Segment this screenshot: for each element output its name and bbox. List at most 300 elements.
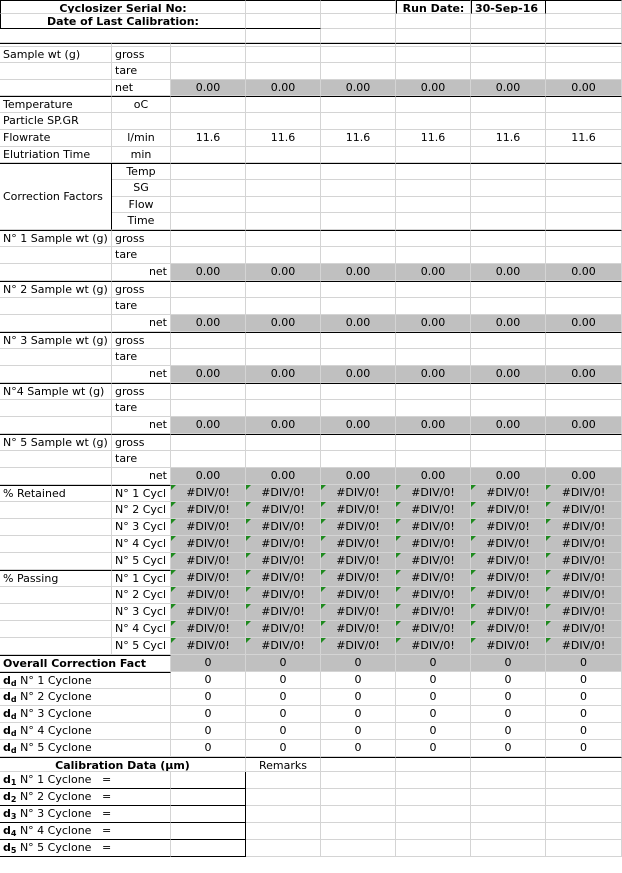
error-value[interactable]: #DIV/0!	[546, 536, 622, 553]
net-value[interactable]: 0.00	[171, 417, 246, 434]
gross-value[interactable]	[171, 332, 246, 349]
zero-value[interactable]: 0	[321, 740, 396, 757]
error-value[interactable]: #DIV/0!	[396, 502, 471, 519]
zero-value[interactable]: 0	[246, 706, 321, 723]
overall-cf-value[interactable]: 0	[246, 655, 321, 672]
calibration-value[interactable]	[171, 840, 246, 857]
value-cell[interactable]	[321, 451, 396, 468]
error-value[interactable]: #DIV/0!	[171, 502, 246, 519]
cell[interactable]	[546, 0, 622, 14]
value-cell[interactable]	[321, 113, 396, 130]
serial-value[interactable]	[246, 0, 321, 14]
value-cell[interactable]	[396, 349, 471, 366]
net-value[interactable]: 0.00	[246, 80, 321, 96]
flowrate-value[interactable]: 11.6	[246, 130, 321, 147]
error-value[interactable]: #DIV/0!	[396, 536, 471, 553]
gross-value[interactable]	[471, 434, 546, 451]
net-value[interactable]: 0.00	[546, 315, 622, 332]
value-cell[interactable]	[246, 247, 321, 264]
value-cell[interactable]	[396, 400, 471, 417]
cf-value[interactable]	[471, 163, 546, 180]
cell[interactable]	[546, 29, 622, 43]
net-value[interactable]: 0.00	[546, 417, 622, 434]
cf-value[interactable]	[546, 213, 622, 230]
error-value[interactable]: #DIV/0!	[321, 485, 396, 502]
remarks-cell[interactable]	[321, 823, 396, 840]
value-cell[interactable]	[321, 147, 396, 163]
cf-value[interactable]	[321, 213, 396, 230]
error-value[interactable]: #DIV/0!	[546, 638, 622, 655]
flowrate-value[interactable]: 11.6	[396, 130, 471, 147]
value-cell[interactable]	[396, 63, 471, 80]
value-cell[interactable]	[471, 113, 546, 130]
net-value[interactable]: 0.00	[471, 468, 546, 485]
zero-value[interactable]: 0	[246, 672, 321, 689]
gross-value[interactable]	[396, 281, 471, 298]
net-value[interactable]: 0.00	[396, 366, 471, 383]
value-cell[interactable]	[246, 298, 321, 315]
overall-cf-value[interactable]: 0	[471, 655, 546, 672]
net-value[interactable]: 0.00	[471, 315, 546, 332]
error-value[interactable]: #DIV/0!	[471, 536, 546, 553]
cf-value[interactable]	[471, 213, 546, 230]
cf-value[interactable]	[171, 163, 246, 180]
error-value[interactable]: #DIV/0!	[471, 519, 546, 536]
zero-value[interactable]: 0	[171, 740, 246, 757]
error-value[interactable]: #DIV/0!	[246, 587, 321, 604]
zero-value[interactable]: 0	[546, 723, 622, 740]
zero-value[interactable]: 0	[171, 689, 246, 706]
cell[interactable]	[321, 757, 396, 772]
error-value[interactable]: #DIV/0!	[471, 587, 546, 604]
zero-value[interactable]: 0	[396, 740, 471, 757]
value-cell[interactable]	[246, 451, 321, 468]
cell[interactable]	[321, 14, 396, 29]
cf-value[interactable]	[246, 163, 321, 180]
net-value[interactable]: 0.00	[396, 264, 471, 281]
error-value[interactable]: #DIV/0!	[546, 587, 622, 604]
flowrate-value[interactable]: 11.6	[471, 130, 546, 147]
value-cell[interactable]	[471, 147, 546, 163]
overall-cf-value[interactable]: 0	[171, 655, 246, 672]
error-value[interactable]: #DIV/0!	[321, 536, 396, 553]
cell[interactable]	[546, 14, 622, 29]
error-value[interactable]: #DIV/0!	[396, 553, 471, 570]
value-cell[interactable]	[471, 63, 546, 80]
net-value[interactable]: 0.00	[546, 80, 622, 96]
error-value[interactable]: #DIV/0!	[321, 638, 396, 655]
gross-value[interactable]	[471, 281, 546, 298]
gross-value[interactable]	[246, 230, 321, 247]
net-value[interactable]: 0.00	[246, 417, 321, 434]
remarks-cell[interactable]	[246, 806, 321, 823]
value-cell[interactable]	[396, 47, 471, 63]
value-cell[interactable]	[546, 63, 622, 80]
error-value[interactable]: #DIV/0!	[546, 604, 622, 621]
error-value[interactable]: #DIV/0!	[171, 638, 246, 655]
error-value[interactable]: #DIV/0!	[171, 519, 246, 536]
value-cell[interactable]	[396, 147, 471, 163]
value-cell[interactable]	[546, 47, 622, 63]
value-cell[interactable]	[546, 451, 622, 468]
value-cell[interactable]	[171, 451, 246, 468]
zero-value[interactable]: 0	[246, 740, 321, 757]
remarks-cell[interactable]	[321, 772, 396, 789]
cf-value[interactable]	[546, 163, 622, 180]
cf-value[interactable]	[321, 180, 396, 197]
gross-value[interactable]	[471, 383, 546, 400]
error-value[interactable]: #DIV/0!	[471, 485, 546, 502]
value-cell[interactable]	[546, 147, 622, 163]
zero-value[interactable]: 0	[471, 706, 546, 723]
error-value[interactable]: #DIV/0!	[471, 502, 546, 519]
value-cell[interactable]	[246, 349, 321, 366]
cell[interactable]	[321, 0, 396, 14]
value-cell[interactable]	[321, 63, 396, 80]
net-value[interactable]: 0.00	[321, 468, 396, 485]
error-value[interactable]: #DIV/0!	[546, 553, 622, 570]
net-value[interactable]: 0.00	[396, 468, 471, 485]
net-value[interactable]: 0.00	[321, 315, 396, 332]
error-value[interactable]: #DIV/0!	[171, 536, 246, 553]
remarks-cell[interactable]	[246, 789, 321, 806]
gross-value[interactable]	[471, 230, 546, 247]
gross-value[interactable]	[396, 434, 471, 451]
error-value[interactable]: #DIV/0!	[321, 519, 396, 536]
cell[interactable]	[396, 14, 471, 29]
error-value[interactable]: #DIV/0!	[471, 621, 546, 638]
net-value[interactable]: 0.00	[396, 80, 471, 96]
net-value[interactable]: 0.00	[246, 366, 321, 383]
calibration-value[interactable]	[171, 772, 246, 789]
cf-value[interactable]	[171, 197, 246, 213]
cell[interactable]	[321, 29, 396, 43]
zero-value[interactable]: 0	[546, 706, 622, 723]
zero-value[interactable]: 0	[321, 723, 396, 740]
value-cell[interactable]	[171, 400, 246, 417]
value-cell[interactable]	[396, 451, 471, 468]
error-value[interactable]: #DIV/0!	[321, 587, 396, 604]
net-value[interactable]: 0.00	[321, 80, 396, 96]
gross-value[interactable]	[171, 281, 246, 298]
cell[interactable]	[546, 757, 622, 772]
temperature-value[interactable]	[171, 96, 246, 113]
error-value[interactable]: #DIV/0!	[471, 604, 546, 621]
gross-value[interactable]	[396, 230, 471, 247]
flowrate-value[interactable]: 11.6	[321, 130, 396, 147]
remarks-cell[interactable]	[396, 806, 471, 823]
value-cell[interactable]	[546, 349, 622, 366]
remarks-cell[interactable]	[246, 823, 321, 840]
zero-value[interactable]: 0	[471, 723, 546, 740]
cf-value[interactable]	[321, 163, 396, 180]
flowrate-value[interactable]: 11.6	[546, 130, 622, 147]
value-cell[interactable]	[471, 247, 546, 264]
zero-value[interactable]: 0	[546, 740, 622, 757]
gross-value[interactable]	[246, 383, 321, 400]
gross-value[interactable]	[321, 332, 396, 349]
net-value[interactable]: 0.00	[471, 80, 546, 96]
value-cell[interactable]	[171, 349, 246, 366]
value-cell[interactable]	[471, 298, 546, 315]
value-cell[interactable]	[171, 63, 246, 80]
gross-value[interactable]	[471, 332, 546, 349]
error-value[interactable]: #DIV/0!	[471, 570, 546, 587]
calib-value[interactable]	[246, 14, 321, 29]
cf-value[interactable]	[396, 180, 471, 197]
remarks-cell[interactable]	[471, 806, 546, 823]
error-value[interactable]: #DIV/0!	[546, 621, 622, 638]
net-value[interactable]: 0.00	[171, 315, 246, 332]
zero-value[interactable]: 0	[471, 740, 546, 757]
overall-cf-value[interactable]: 0	[396, 655, 471, 672]
net-value[interactable]: 0.00	[546, 468, 622, 485]
overall-cf-value[interactable]: 0	[321, 655, 396, 672]
error-value[interactable]: #DIV/0!	[246, 604, 321, 621]
cell[interactable]	[396, 29, 471, 43]
net-value[interactable]: 0.00	[321, 417, 396, 434]
zero-value[interactable]: 0	[396, 706, 471, 723]
calibration-value[interactable]	[171, 789, 246, 806]
value-cell[interactable]	[171, 247, 246, 264]
error-value[interactable]: #DIV/0!	[396, 587, 471, 604]
net-value[interactable]: 0.00	[321, 366, 396, 383]
error-value[interactable]: #DIV/0!	[396, 638, 471, 655]
error-value[interactable]: #DIV/0!	[246, 553, 321, 570]
gross-value[interactable]	[246, 434, 321, 451]
value-cell[interactable]	[321, 47, 396, 63]
error-value[interactable]: #DIV/0!	[321, 570, 396, 587]
net-value[interactable]: 0.00	[546, 366, 622, 383]
value-cell[interactable]	[171, 147, 246, 163]
error-value[interactable]: #DIV/0!	[246, 519, 321, 536]
value-cell[interactable]	[321, 400, 396, 417]
zero-value[interactable]: 0	[471, 672, 546, 689]
error-value[interactable]: #DIV/0!	[246, 621, 321, 638]
zero-value[interactable]: 0	[246, 689, 321, 706]
remarks-cell[interactable]	[546, 806, 622, 823]
value-cell[interactable]	[546, 298, 622, 315]
cell[interactable]	[471, 14, 546, 29]
gross-value[interactable]	[171, 230, 246, 247]
value-cell[interactable]	[171, 298, 246, 315]
remarks-cell[interactable]	[396, 823, 471, 840]
cell[interactable]	[246, 29, 321, 43]
value-cell[interactable]	[546, 113, 622, 130]
remarks-cell[interactable]	[471, 840, 546, 857]
zero-value[interactable]: 0	[171, 706, 246, 723]
cf-value[interactable]	[171, 213, 246, 230]
value-cell[interactable]	[321, 247, 396, 264]
error-value[interactable]: #DIV/0!	[246, 570, 321, 587]
remarks-cell[interactable]	[471, 772, 546, 789]
net-value[interactable]: 0.00	[246, 468, 321, 485]
calibration-value[interactable]	[171, 823, 246, 840]
zero-value[interactable]: 0	[321, 672, 396, 689]
error-value[interactable]: #DIV/0!	[171, 604, 246, 621]
run-date-value[interactable]: 30-Sep-16	[471, 0, 546, 14]
cf-value[interactable]	[246, 180, 321, 197]
value-cell[interactable]	[471, 47, 546, 63]
value-cell[interactable]	[171, 47, 246, 63]
calibration-value[interactable]	[171, 806, 246, 823]
gross-value[interactable]	[546, 281, 622, 298]
remarks-cell[interactable]	[246, 840, 321, 857]
error-value[interactable]: #DIV/0!	[321, 553, 396, 570]
value-cell[interactable]	[471, 400, 546, 417]
value-cell[interactable]	[471, 349, 546, 366]
zero-value[interactable]: 0	[546, 689, 622, 706]
cf-value[interactable]	[396, 163, 471, 180]
net-value[interactable]: 0.00	[171, 366, 246, 383]
cf-value[interactable]	[396, 213, 471, 230]
remarks-cell[interactable]	[321, 840, 396, 857]
remarks-cell[interactable]	[471, 823, 546, 840]
error-value[interactable]: #DIV/0!	[246, 638, 321, 655]
error-value[interactable]: #DIV/0!	[321, 621, 396, 638]
cell[interactable]	[471, 757, 546, 772]
error-value[interactable]: #DIV/0!	[246, 485, 321, 502]
zero-value[interactable]: 0	[171, 723, 246, 740]
zero-value[interactable]: 0	[396, 723, 471, 740]
net-value[interactable]: 0.00	[171, 80, 246, 96]
value-cell[interactable]	[321, 349, 396, 366]
value-cell[interactable]	[171, 113, 246, 130]
value-cell[interactable]	[246, 113, 321, 130]
gross-value[interactable]	[396, 383, 471, 400]
cf-value[interactable]	[171, 180, 246, 197]
net-value[interactable]: 0.00	[171, 468, 246, 485]
gross-value[interactable]	[246, 281, 321, 298]
remarks-cell[interactable]	[396, 840, 471, 857]
zero-value[interactable]: 0	[246, 723, 321, 740]
cf-value[interactable]	[246, 213, 321, 230]
error-value[interactable]: #DIV/0!	[546, 570, 622, 587]
remarks-cell[interactable]	[246, 772, 321, 789]
net-value[interactable]: 0.00	[396, 315, 471, 332]
error-value[interactable]: #DIV/0!	[396, 570, 471, 587]
gross-value[interactable]	[171, 383, 246, 400]
zero-value[interactable]: 0	[321, 689, 396, 706]
gross-value[interactable]	[321, 281, 396, 298]
cf-value[interactable]	[321, 197, 396, 213]
remarks-cell[interactable]	[321, 789, 396, 806]
value-cell[interactable]	[396, 298, 471, 315]
net-value[interactable]: 0.00	[396, 417, 471, 434]
remarks-cell[interactable]	[396, 772, 471, 789]
gross-value[interactable]	[546, 434, 622, 451]
value-cell[interactable]	[246, 47, 321, 63]
gross-value[interactable]	[321, 230, 396, 247]
zero-value[interactable]: 0	[471, 689, 546, 706]
value-cell[interactable]	[246, 63, 321, 80]
net-value[interactable]: 0.00	[471, 417, 546, 434]
error-value[interactable]: #DIV/0!	[396, 519, 471, 536]
error-value[interactable]: #DIV/0!	[321, 502, 396, 519]
error-value[interactable]: #DIV/0!	[546, 519, 622, 536]
error-value[interactable]: #DIV/0!	[396, 604, 471, 621]
value-cell[interactable]	[471, 451, 546, 468]
gross-value[interactable]	[396, 332, 471, 349]
net-value[interactable]: 0.00	[246, 264, 321, 281]
error-value[interactable]: #DIV/0!	[246, 502, 321, 519]
gross-value[interactable]	[246, 332, 321, 349]
overall-cf-value[interactable]: 0	[546, 655, 622, 672]
cf-value[interactable]	[471, 180, 546, 197]
error-value[interactable]: #DIV/0!	[396, 621, 471, 638]
error-value[interactable]: #DIV/0!	[246, 536, 321, 553]
remarks-cell[interactable]	[546, 789, 622, 806]
error-value[interactable]: #DIV/0!	[396, 485, 471, 502]
temperature-value[interactable]	[396, 96, 471, 113]
zero-value[interactable]: 0	[546, 672, 622, 689]
error-value[interactable]: #DIV/0!	[546, 485, 622, 502]
zero-value[interactable]: 0	[396, 689, 471, 706]
value-cell[interactable]	[396, 247, 471, 264]
net-value[interactable]: 0.00	[471, 366, 546, 383]
gross-value[interactable]	[546, 332, 622, 349]
gross-value[interactable]	[171, 434, 246, 451]
value-cell[interactable]	[246, 400, 321, 417]
value-cell[interactable]	[321, 298, 396, 315]
value-cell[interactable]	[546, 247, 622, 264]
cell[interactable]	[0, 29, 246, 43]
gross-value[interactable]	[321, 383, 396, 400]
cf-value[interactable]	[471, 197, 546, 213]
cf-value[interactable]	[546, 180, 622, 197]
temperature-value[interactable]	[471, 96, 546, 113]
zero-value[interactable]: 0	[321, 706, 396, 723]
remarks-cell[interactable]	[321, 806, 396, 823]
cf-value[interactable]	[546, 197, 622, 213]
remarks-cell[interactable]	[546, 840, 622, 857]
temperature-value[interactable]	[546, 96, 622, 113]
net-value[interactable]: 0.00	[471, 264, 546, 281]
value-cell[interactable]	[396, 113, 471, 130]
net-value[interactable]: 0.00	[246, 315, 321, 332]
net-value[interactable]: 0.00	[546, 264, 622, 281]
error-value[interactable]: #DIV/0!	[321, 604, 396, 621]
zero-value[interactable]: 0	[171, 672, 246, 689]
error-value[interactable]: #DIV/0!	[171, 485, 246, 502]
remarks-cell[interactable]	[471, 789, 546, 806]
error-value[interactable]: #DIV/0!	[546, 502, 622, 519]
gross-value[interactable]	[546, 230, 622, 247]
value-cell[interactable]	[546, 400, 622, 417]
gross-value[interactable]	[546, 383, 622, 400]
error-value[interactable]: #DIV/0!	[471, 553, 546, 570]
error-value[interactable]: #DIV/0!	[171, 587, 246, 604]
error-value[interactable]: #DIV/0!	[171, 553, 246, 570]
cf-value[interactable]	[246, 197, 321, 213]
zero-value[interactable]: 0	[396, 672, 471, 689]
error-value[interactable]: #DIV/0!	[471, 638, 546, 655]
remarks-cell[interactable]	[396, 789, 471, 806]
value-cell[interactable]	[246, 147, 321, 163]
temperature-value[interactable]	[321, 96, 396, 113]
net-value[interactable]: 0.00	[321, 264, 396, 281]
remarks-cell[interactable]	[546, 772, 622, 789]
flowrate-value[interactable]: 11.6	[171, 130, 246, 147]
cell[interactable]	[396, 757, 471, 772]
error-value[interactable]: #DIV/0!	[171, 621, 246, 638]
gross-value[interactable]	[321, 434, 396, 451]
cf-value[interactable]	[396, 197, 471, 213]
cell[interactable]	[471, 29, 546, 43]
temperature-value[interactable]	[246, 96, 321, 113]
error-value[interactable]: #DIV/0!	[171, 570, 246, 587]
remarks-cell[interactable]	[546, 823, 622, 840]
